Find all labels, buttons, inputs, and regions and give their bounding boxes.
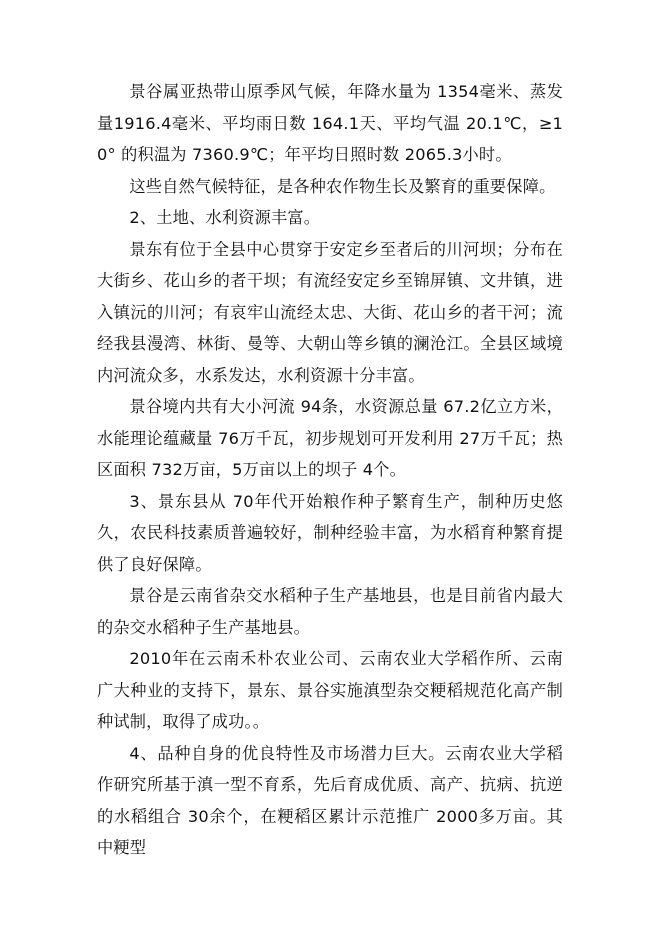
- paragraph-variety-traits: 4、品种自身的优良特性及市场潜力巨大。云南农业大学稻作研究所基于滇一型不育系，先后育成优质、高产、抗病、抗逆的水稻组合 30余个，在粳稻区累计示范推广 2000多万亩。其中粳型: [97, 743, 563, 857]
- document-body: [97, 76, 563, 856]
- paragraph-2010-trial: 2010年在云南禾朴农业公司、云南农业大学稻作所、云南广大种业的支持下，景东、景谷实施滇型杂交粳稻规范化高产制种试制，取得了成功。。: [97, 649, 563, 731]
- paragraph-jingdong-rivers: 景东有位于全县中心贯穿于安定乡至者后的川河坝；分布在大街乡、花山乡的者干坝；有流经安定乡至锦屏镇、文井镇，进入镇沅的川河；有哀牢山流经太忠、大街、花山乡的者干河；流经我县漫湾、林街、曼等、大朝山等乡镇的澜沧江。全县区域境内河流众多，水系发达，水利资源十分丰富。: [97, 239, 563, 385]
- paragraph-jinggu-rivers: 景谷境内共有大小河流 94条，水资源总量 67.2亿立方米，水能理论蕴藏量 76万千瓦，初步规划可开发利用 27万千瓦；热区面积 732万亩，5万亩以上的坝子 4个。: [97, 397, 563, 479]
- paragraph-climate-summary: 这些自然气候特征，是各种农作物生长及繁育的重要保障。: [129, 176, 556, 196]
- paragraph-seed-history: 3、景东县从 70年代开始粮作种子繁育生产，制种历史悠久，农民科技素质普遍较好，制种经验丰富，为水稻育种繁育提供了良好保障。: [97, 491, 563, 574]
- paragraph-seed-base: 景谷是云南省杂交水稻种子生产基地县，也是目前省内最大的杂交水稻种子生产基地县。: [97, 586, 563, 637]
- paragraph-climate: 景谷属亚热带山原季风气候，年降水量为 1354毫米、蒸发量1916.4毫米、平均雨日数 164.1天、平均气温 20.1℃，≥10° 的积温为 7360.9℃；年平均日照时数 2065.3小时。: [97, 82, 563, 164]
- paragraph-heading-land-water: 2、土地、水利资源丰富。: [129, 208, 321, 227]
